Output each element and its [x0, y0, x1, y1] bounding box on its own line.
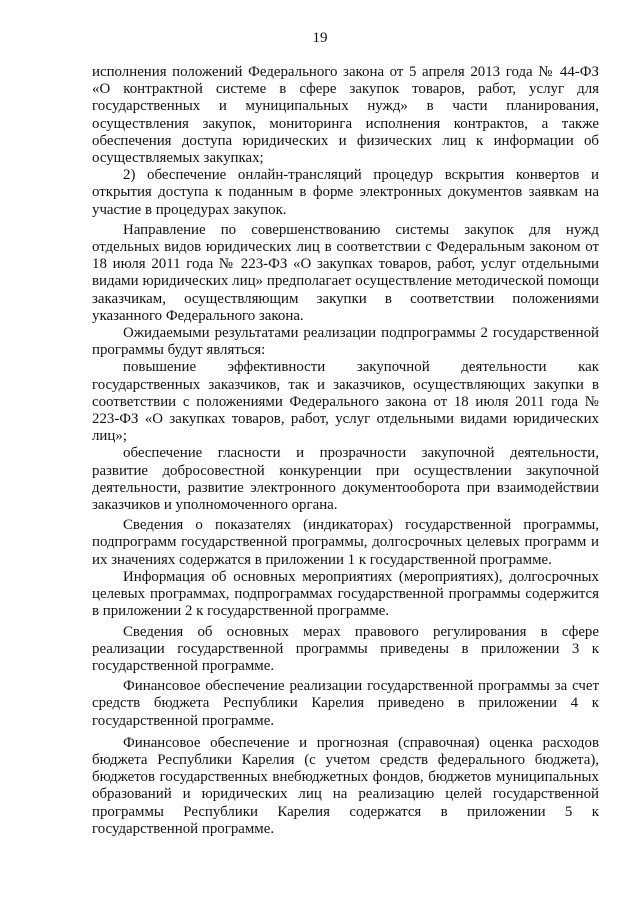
paragraph: Ожидаемыми результатами реализации подпрограммы 2 государственной программы будут являться:	[92, 325, 599, 359]
paragraph: 2) обеспечение онлайн-трансляций процедур вскрытия конвертов и открытия доступа к поданным в форме электронных документов заявкам на участие в процедурах закупок.	[92, 167, 599, 218]
paragraph: повышение эффективности закупочной деятельности как государственных заказчиков, так и заказчиков, осуществляющих закупки в соответствии с положениями Федерального закона от 18 июля 2011 года № 223-ФЗ «О закупках товаров, работ, услуг отдельными видами юридических лиц»;	[92, 359, 599, 445]
paragraph: Сведения о показателях (индикаторах) государственной программы, подпрограмм государственной программы, долгосрочных целевых программ и их значениях содержатся в приложении 1 к государственной программе.	[92, 517, 599, 568]
paragraph: Финансовое обеспечение и прогнозная (справочная) оценка расходов бюджета Республики Карелия (с учетом средств федерального бюджета), бюджетов государственных внебюджетных фондов, бюджетов муниципальных образований и юридических лиц на реализацию целей государственной программы Республики Карелия содержатся в приложении 5 к государственной программе.	[92, 734, 599, 837]
paragraph: Сведения об основных мерах правового регулирования в сфере реализации государственной программы приведены в приложении 3 к государственной программе.	[92, 623, 599, 674]
document-body	[92, 64, 599, 838]
page-number: 19	[312, 30, 328, 46]
paragraph: обеспечение гласности и прозрачности закупочной деятельности, развитие добросовестной конкуренции при осуществлении закупочной деятельности, развитие электронного документооборота при взаимодействии заказчиков и уполномоченного органа.	[92, 445, 599, 514]
paragraph: исполнения положений Федерального закона от 5 апреля 2013 года № 44-ФЗ «О контрактной системе в сфере закупок товаров, работ, услуг для государственных и муниципальных нужд» в части планирования, осуществления закупок, мониторинга исполнения контрактов, а также обеспечения доступа юридических и физических лиц к информации об осуществляемых закупках;	[92, 64, 599, 167]
paragraph: Финансовое обеспечение реализации государственной программы за счет средств бюджета Республики Карелия приведено в приложении 4 к государственной программе.	[92, 678, 599, 729]
paragraph: Направление по совершенствованию системы закупок для нужд отдельных видов юридических лиц в соответствии с Федеральным законом от 18 июля 2011 года № 223-ФЗ «О закупках товаров, работ, услуг отдельными видами юридических лиц» предполагает осуществление методической помощи заказчикам, осуществляющим закупки в соответствии положениями указанного Федерального закона.	[92, 221, 599, 324]
paragraph: Информация об основных мероприятиях (мероприятиях), долгосрочных целевых программах, подпрограммах государственной программы содержится в приложении 2 к государственной программе.	[92, 568, 599, 620]
